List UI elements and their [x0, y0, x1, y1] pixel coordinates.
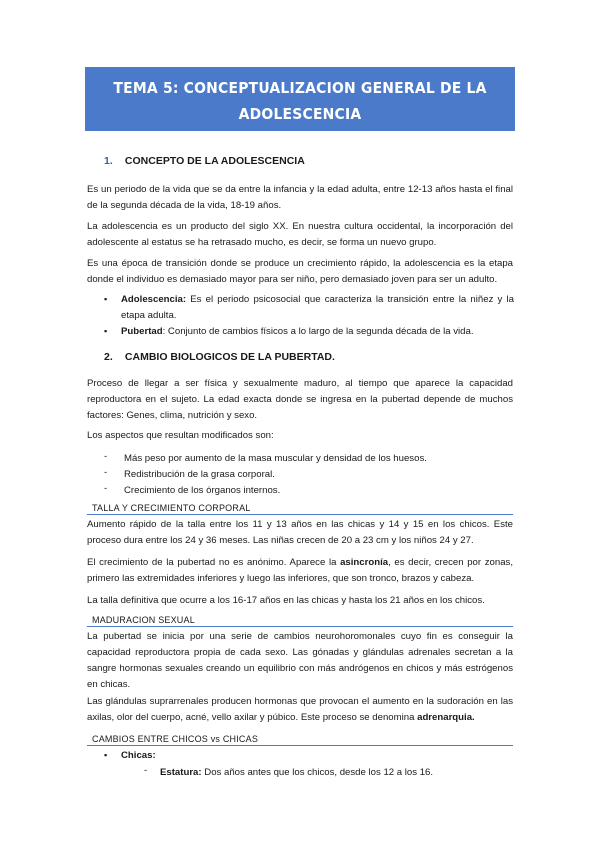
title-banner	[85, 67, 515, 131]
paragraph-10	[87, 694, 513, 726]
dash-marker: -	[104, 483, 108, 494]
term-estatura: Estatura:	[160, 767, 202, 778]
bullet-item-chicas	[121, 748, 514, 764]
title-line-1: TEMA 5: CONCEPTUALIZACION GENERAL DE LA	[113, 79, 487, 97]
dash-item-estatura	[160, 765, 433, 781]
section-number-2: 2.	[104, 351, 113, 363]
paragraph-1: Es un periodo de la vida que se da entre la infancia y la edad adulta, entre 12-13 años hasta el final de la segunda década de la vida, 18-19 años.	[87, 184, 513, 211]
dash-item-2: Redistribución de la grasa corporal.	[124, 469, 275, 480]
subsection-cambios: CAMBIOS ENTRE CHICOS vs CHICAS	[87, 734, 513, 746]
definition-adolescencia: Es el periodo psicosocial que caracteriza la transición entre la niñez y la etapa adulta.	[121, 294, 514, 321]
paragraph-9: La pubertad se inicia por una serie de cambios neurohoromonales cuyo fin es conseguir la capacidad reproductora propia de cada sexo. Las gónadas y glándulas adrenales secretan a la sangre hormonas sexuales creando un equilibrio con más andrógenos en chicos y más estrógenos en chicas.	[87, 631, 513, 690]
section-title-1: CONCEPTO DE LA ADOLESCENCIA	[124, 155, 305, 167]
paragraph-7	[87, 555, 513, 587]
section-title-2: CAMBIO BIOLOGICOS DE LA PUBERTAD.	[124, 351, 335, 363]
dash-item-1: Más peso por aumento de la masa muscular y densidad de los huesos.	[124, 453, 427, 464]
term-adolescencia: Adolescencia:	[121, 294, 187, 305]
bullet-item-adolescencia	[121, 292, 514, 324]
dash-marker: -	[144, 765, 148, 776]
section-heading-2	[104, 351, 335, 363]
paragraph-7-part-1: El crecimiento de la pubertad no es anónimo. Aparece la	[87, 557, 341, 568]
bullet-marker: ▪	[104, 750, 108, 760]
definition-pubertad: : Conjunto de cambios físicos a lo largo de la segunda década de la vida.	[162, 326, 474, 337]
bullet-marker: ▪	[104, 294, 108, 304]
dash-marker: -	[104, 467, 108, 478]
estatura-text: Dos años antes que los chicos, desde los 12 a los 16.	[201, 767, 434, 778]
paragraph-10-part-1: Las glándulas suprarrenales producen hormonas que provocan el aumento en la sudoración en las axilas, olor del cuerpo, acné, vello axilar y púbico. Este proceso se denomina	[87, 696, 513, 723]
subsection-maduracion: MADURACION SEXUAL	[87, 615, 513, 627]
term-adrenarquia: adrenarquia.	[417, 712, 475, 723]
section-heading-1	[104, 155, 305, 167]
term-chicas: Chicas:	[121, 750, 156, 761]
paragraph-3: Es una época de transición donde se produce un crecimiento rápido, la adolescencia es la etapa donde el individuo es demasiado mayor para ser niño, pero demasiado joven para ser un adulto.	[87, 258, 513, 285]
bullet-item-pubertad	[121, 324, 514, 340]
paragraph-6: Aumento rápido de la talla entre los 11 y 13 años en las chicas y 14 y 15 en los chicos. Este proceso dura entre los 24 y 36 meses. Las niñas crecen de 20 a 23 cm y los niños 24 y 27.	[87, 519, 513, 546]
dash-item-3: Crecimiento de los órganos internos.	[124, 485, 281, 496]
bullet-marker: ▪	[104, 326, 108, 336]
paragraph-7-part-2: , es decir, crecen por zonas, primero las extremidades inferiores y luego las inferiores, que son tronco, brazos y cabeza.	[87, 557, 513, 584]
paragraph-8: La talla definitiva que ocurre a los 16-17 años en las chicas y hasta los 21 años en los chicos.	[87, 595, 485, 606]
term-pubertad: Pubertad	[121, 326, 163, 337]
term-asincronia: asincronía	[340, 557, 389, 568]
dash-marker: -	[104, 451, 108, 462]
subsection-talla: TALLA Y CRECIMIENTO CORPORAL	[87, 503, 513, 515]
paragraph-2: La adolescencia es un producto del siglo XX. En nuestra cultura occidental, la incorporación del adolescente al estatus se ha retrasado mucho, es decir, se forma un nuevo grupo.	[87, 221, 513, 248]
title-line-2: ADOLESCENCIA	[238, 105, 362, 123]
section-number-1: 1.	[104, 155, 113, 167]
paragraph-5: Los aspectos que resultan modificados son:	[87, 430, 274, 441]
paragraph-4: Proceso de llegar a ser física y sexualmente maduro, al tiempo que aparece la capacidad reproductora en el sujeto. La edad exacta donde se ingresa en la pubertad depende de muchos factores: Genes, clima, nutrición y sexo.	[87, 378, 513, 421]
